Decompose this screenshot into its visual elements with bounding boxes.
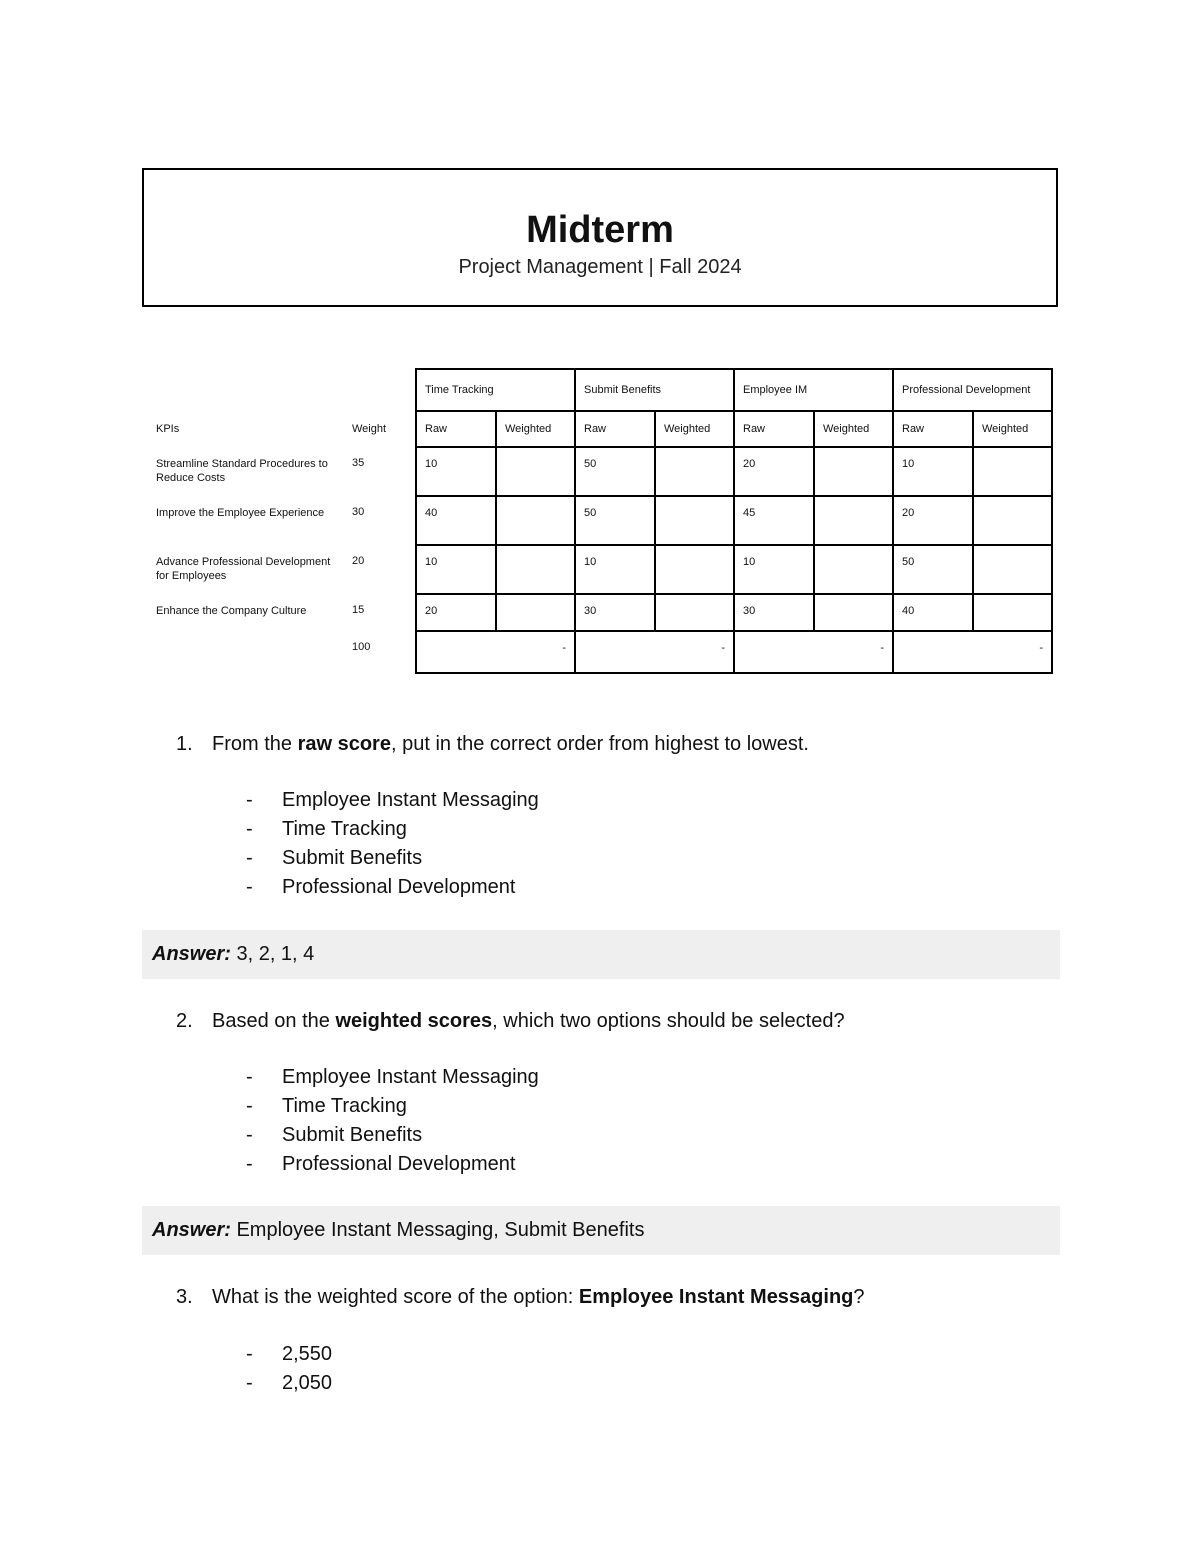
weighted-score [655, 545, 734, 594]
total-weight: 100 [352, 641, 371, 653]
raw-score: 50 [893, 545, 973, 594]
table-subheader-row [148, 411, 1052, 447]
option-header: Time Tracking [416, 369, 575, 411]
option-header: Employee IM [734, 369, 893, 411]
question-2-options [246, 1063, 539, 1179]
question-number: 3. [176, 1286, 193, 1308]
weighted-column-header: Weighted [655, 411, 734, 447]
weighted-score [973, 545, 1052, 594]
kpis-column-header: KPIs [156, 423, 180, 435]
question-number: 2. [176, 1010, 193, 1032]
list-item: - 2,550 [246, 1343, 333, 1365]
weighted-score [814, 545, 893, 594]
table-row [148, 594, 1052, 631]
weighted-score [496, 545, 575, 594]
answer-label: Answer: [152, 943, 231, 965]
option-header: Professional Development [893, 369, 1052, 411]
answer-1 [142, 930, 1060, 979]
weighted-score [814, 594, 893, 631]
raw-score: 30 [734, 594, 814, 631]
table-row [148, 447, 1052, 496]
kpi-label: Streamline Standard Procedures to Reduce Costs [156, 458, 328, 484]
kpi-label: Improve the Employee Experience [156, 507, 325, 519]
weighted-score [973, 447, 1052, 496]
question-emphasis: weighted scores [335, 1010, 493, 1032]
table-row [148, 496, 1052, 545]
kpi-weight: 35 [352, 457, 365, 469]
weighted-score [655, 447, 734, 496]
raw-score: 40 [416, 496, 496, 545]
raw-score: 30 [575, 594, 655, 631]
list-item: - Time Tracking [246, 818, 407, 840]
answer-text: 3, 2, 1, 4 [230, 943, 315, 965]
answer-label: Answer: [152, 1219, 231, 1241]
raw-score: 45 [734, 496, 814, 545]
weighted-column-header: Weighted [973, 411, 1052, 447]
page-title: Midterm [526, 209, 674, 251]
question-2: 2. Based on the weighted scores, which two options should be selected? [176, 1010, 845, 1032]
option-total: - [575, 631, 734, 673]
raw-score: 50 [575, 447, 655, 496]
option-total: - [416, 631, 575, 673]
weighted-score [655, 496, 734, 545]
weighted-column-header: Weighted [496, 411, 575, 447]
answer-text: Employee Instant Messaging, Submit Benefits [230, 1219, 645, 1241]
raw-column-header: Raw [416, 411, 496, 447]
kpi-weight: 30 [352, 506, 365, 518]
weighted-score [814, 447, 893, 496]
question-1-options [246, 786, 539, 902]
kpi-scoring-table [148, 368, 1053, 674]
raw-score: 20 [893, 496, 973, 545]
kpi-label: Advance Professional Development for Employees [156, 556, 331, 582]
list-item: - Submit Benefits [246, 1124, 423, 1146]
page-subtitle: Project Management | Fall 2024 [458, 256, 742, 278]
weighted-column-header: Weighted [814, 411, 893, 447]
raw-score: 20 [416, 594, 496, 631]
weighted-score [496, 496, 575, 545]
title-box [142, 168, 1058, 307]
table-row [148, 545, 1052, 594]
list-item: - 2,050 [246, 1372, 333, 1394]
raw-score: 50 [575, 496, 655, 545]
weighted-score [973, 594, 1052, 631]
raw-column-header: Raw [575, 411, 655, 447]
raw-score: 10 [416, 447, 496, 496]
raw-column-header: Raw [893, 411, 973, 447]
raw-score: 20 [734, 447, 814, 496]
question-emphasis: Employee Instant Messaging [578, 1286, 854, 1308]
raw-column-header: Raw [734, 411, 814, 447]
weighted-score [814, 496, 893, 545]
raw-score: 10 [893, 447, 973, 496]
raw-score: 10 [416, 545, 496, 594]
kpi-weight: 15 [352, 604, 365, 616]
question-3: 3. What is the weighted score of the option: Employee Instant Messaging? [176, 1286, 865, 1308]
list-item: - Professional Development [246, 1153, 516, 1175]
question-1: 1. From the raw score, put in the correct order from highest to lowest. [176, 733, 809, 755]
list-item: - Professional Development [246, 876, 516, 898]
kpi-weight: 20 [352, 555, 365, 567]
table-header-row [148, 369, 1052, 411]
raw-score: 10 [575, 545, 655, 594]
weighted-score [496, 594, 575, 631]
list-item: - Submit Benefits [246, 847, 423, 869]
list-item: - Employee Instant Messaging [246, 1066, 539, 1088]
weighted-score [655, 594, 734, 631]
question-emphasis: raw score [297, 733, 391, 755]
weight-column-header: Weight [352, 423, 387, 435]
raw-score: 10 [734, 545, 814, 594]
list-item: - Employee Instant Messaging [246, 789, 539, 811]
weighted-score [973, 496, 1052, 545]
option-total: - [893, 631, 1052, 673]
table-total-row [148, 631, 1052, 673]
question-3-options [246, 1340, 332, 1398]
weighted-score [496, 447, 575, 496]
answer-2 [142, 1206, 1060, 1255]
option-header: Submit Benefits [575, 369, 734, 411]
option-total: - [734, 631, 893, 673]
list-item: - Time Tracking [246, 1095, 407, 1117]
raw-score: 40 [893, 594, 973, 631]
kpi-label: Enhance the Company Culture [156, 605, 307, 617]
question-number: 1. [176, 733, 193, 755]
